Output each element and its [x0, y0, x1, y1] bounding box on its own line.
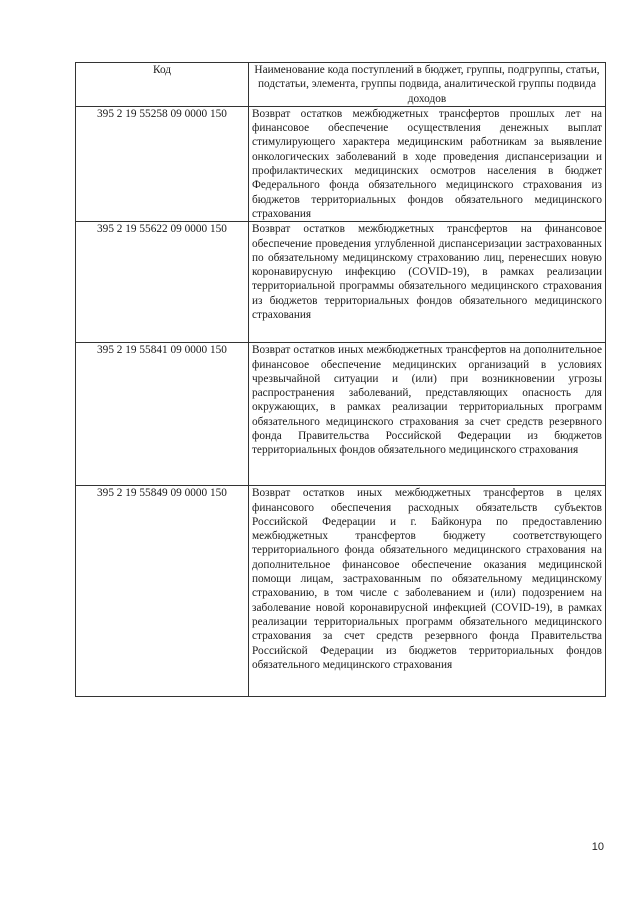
row-name: Возврат остатков межбюджетных трансфертов прошлых лет на финансовое обеспечение осуществления денежных выплат стимулирующего характера медицинским работникам за выявление онкологических заболеваний в ходе проведения диспансеризации и профилактических медицинских осмотров населения в бюджет Федерального фонда обязательного медицинского страхования из бюджетов территориальных фондов обязательного медицинского страхования: [249, 106, 606, 221]
row-code: 395 2 19 55849 09 0000 150: [76, 486, 249, 697]
row-code: 395 2 19 55841 09 0000 150: [76, 343, 249, 486]
page-number: 10: [591, 841, 604, 853]
row-name: Возврат остатков межбюджетных трансфертов на финансовое обеспечение проведения углубленной диспансеризации застрахованных по обязательному медицинскому страхованию лиц, перенесших новую коронавирусную инфекцию (COVID-19), в рамках реализации территориальной программы обязательного медицинского страхования из бюджетов территориальных фондов обязательного медицинского страхования: [249, 222, 606, 343]
table-row: [76, 486, 606, 697]
row-name: Возврат остатков иных межбюджетных трансфертов в целях финансового обеспечения расходных обязательств субъектов Российской Федерации и г. Байконура по предоставлению межбюджетных трансфертов бюджету соответствующего территориального фонда обязательного медицинского страхования на дополнительное финансовое обеспечение оказания медицинской помощи лицам, застрахованным по обязательному медицинскому страхованию, в том числе с заболеванием и (или) подозрением на заболевание новой коронавирусной инфекцией (COVID-19), в рамках реализации территориальных программ обязательного медицинского страхования за счет средств резервного фонда Правительства Российской Федерации из бюджетов территориальных фондов обязательного медицинского страхования: [249, 486, 606, 697]
table-header-row: [76, 63, 606, 107]
table-row: [76, 222, 606, 343]
header-name: Наименование кода поступлений в бюджет, группы, подгруппы, статьи, подстатьи, элемента, группы подвида, аналитической группы подвида доходов: [249, 63, 606, 107]
table-row: [76, 343, 606, 486]
row-code: 395 2 19 55258 09 0000 150: [76, 106, 249, 221]
table-row: [76, 106, 606, 221]
row-name: Возврат остатков иных межбюджетных трансфертов на дополнительное финансовое обеспечение медицинских организаций в условиях чрезвычайной ситуации и (или) при возникновении угрозы распространения заболеваний, представляющих опасность для окружающих, в рамках реализации территориальных программ обязательного медицинского страхования за счет средств резервного фонда Правительства Российской Федерации из бюджетов территориальных фондов обязательного медицинского страхования: [249, 343, 606, 486]
header-code: Код: [76, 63, 249, 107]
income-codes-table: [75, 62, 606, 697]
row-code: 395 2 19 55622 09 0000 150: [76, 222, 249, 343]
